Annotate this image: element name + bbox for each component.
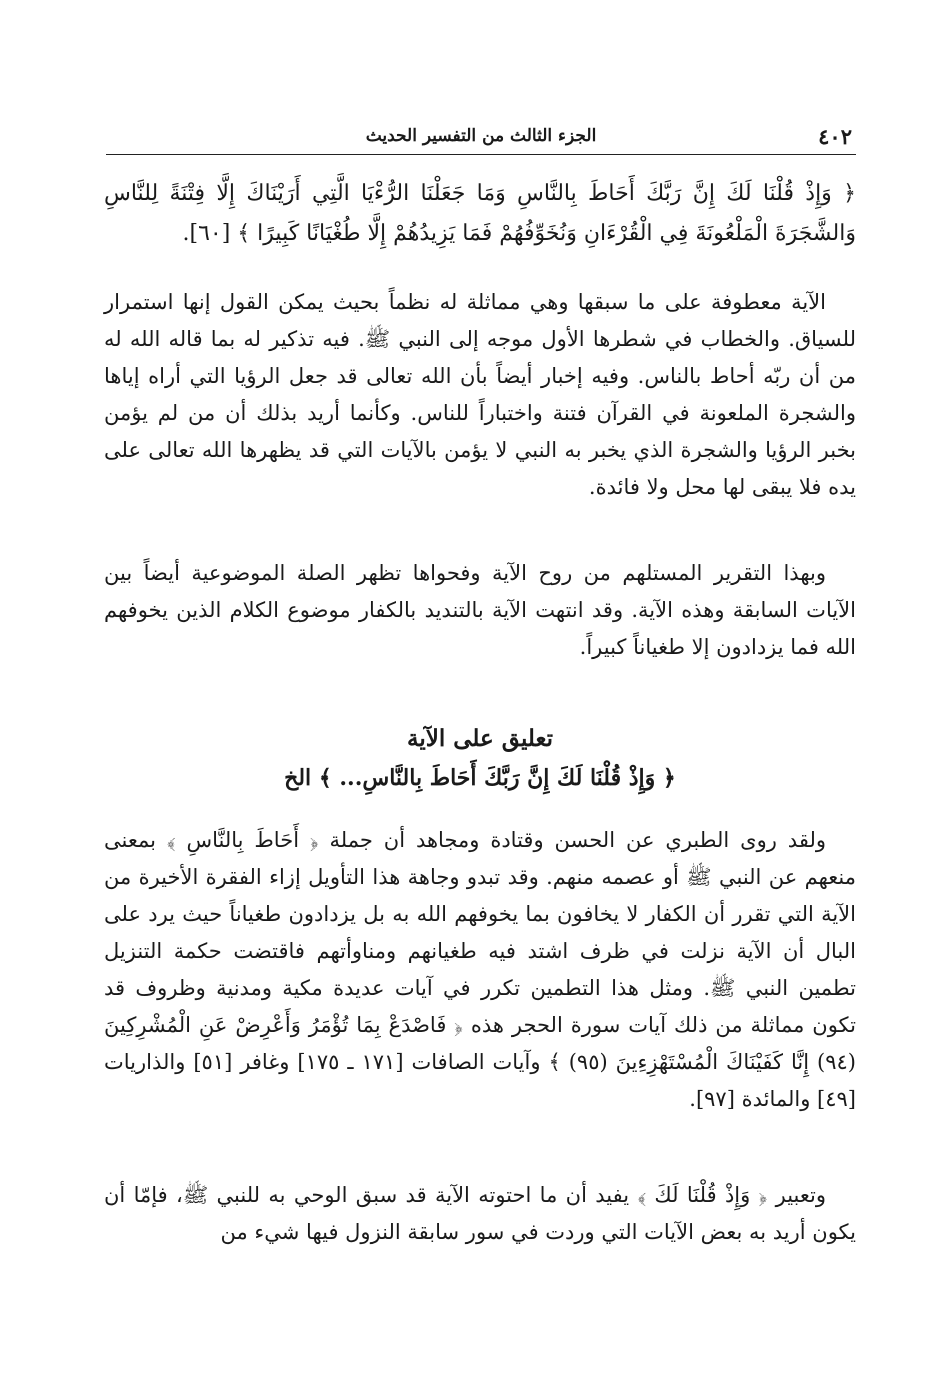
section-heading bbox=[104, 719, 856, 797]
paragraph-2 bbox=[104, 555, 856, 666]
paragraph-text: الآية معطوفة على ما سبقها وهي مماثلة له نظماً بحيث يمكن القول إنها استمرار للسياق. والخطاب في شطرها الأول موجه إلى النبي ﷺ. فيه تذكير له بما قاله الله له من أن ربّه أحاط بالناس. وفيه إخبار أيضاً بأن الله تعالى قد جعل الرؤيا التي أراه إياها والشجرة الملعونة في القرآن فتنة واختباراً للناس. وكأنما أريد بذلك أن من لم يؤمن بخبر الرؤيا والشجرة الذي يخبر به النبي لا يؤمن بالآيات التي قد يظهرها الله تعالى على يده فلا يبقى لها محل ولا فائدة. bbox=[104, 290, 856, 499]
page-number: ٤٠٢ bbox=[818, 124, 852, 149]
paragraph-text: ولقد روى الطبري عن الحسن وقتادة ومجاهد أن جملة ﴿ أَحَاطَ بِالنَّاسِ ﴾ بمعنى منعهم عن النبي ﷺ أو عصمه منهم. وقد تبدو وجاهة هذا التأويل إزاء الفقرة الأخيرة من الآية التي تقرر أن الكفار لا يخافون بما يخوفهم الله به بل يزدادون طغياناً حيث يرد على البال أن الآية نزلت في ظرف اشتد فيه طغيانهم ومناوأتهم فاقتضت حكمة التنزيل تطمين النبي ﷺ. ومثل هذا التطمين تكرر في آيات عديدة مكية ومدنية وظروف قد تكون مماثلة من ذلك آيات سورة الحجر هذه ﴿ فَاصْدَعْ بِمَا تُؤْمَرُ وَأَعْرِضْ عَنِ الْمُشْرِكِينَ (٩٤) إِنَّا كَفَيْنَاكَ الْمُسْتَهْزِءِينَ (٩٥) ﴾ وآيات الصافات [١٧١ ـ ١٧٥] وغافر [٥١] والذاريات [٤٩] والمائدة [٩٧]. bbox=[104, 828, 856, 1111]
page-header bbox=[106, 124, 856, 155]
section-verse: ﴿ وَإِذْ قُلْنَا لَكَ إِنَّ رَبَّكَ أَحَاطَ بِالنَّاسِ... ﴾ الخ bbox=[284, 765, 676, 791]
paragraph-3 bbox=[104, 822, 856, 1118]
running-title: الجزء الثالث من التفسير الحديث bbox=[365, 126, 597, 146]
paragraph-text: وتعبير ﴿ وَإِذْ قُلْنَا لَكَ ﴾ يفيد أن ما احتوته الآية قد سبق الوحي به للنبي ﷺ، فإمّا أن يكون أريد به بعض الآيات التي وردت في سور سابقة النزول فيها شيء من bbox=[104, 1183, 856, 1244]
section-title: تعليق على الآية bbox=[407, 725, 553, 752]
paragraph-text: وبهذا التقرير المستلهم من روح الآية وفحواها تظهر الصلة الموضوعية أيضاً بين الآيات السابقة وهذه الآية. وقد انتهت الآية بالتنديد بالكفار موضوع الكلام الذين يخوفهم الله فما يزدادون إلا طغياناً كبيراً. bbox=[104, 561, 856, 659]
quran-verse-block bbox=[104, 174, 856, 254]
paragraph-1 bbox=[104, 284, 856, 506]
quran-verse: ﴿ وَإِذْ قُلْنَا لَكَ إِنَّ رَبَّكَ أَحَاطَ بِالنَّاسِ وَمَا جَعَلْنَا الرُّءْيَا الَّتِي أَرَيْنَاكَ إِلَّا فِتْنَةً لِلنَّاسِ وَالشَّجَرَةَ الْمَلْعُونَةَ فِي الْقُرْءَانِ وَنُخَوِّفُهُمْ فَمَا يَزِيدُهُمْ إِلَّا طُغْيَانًا كَبِيرًا ﴾ [٦٠]. bbox=[104, 181, 856, 246]
paragraph-4 bbox=[104, 1177, 856, 1251]
